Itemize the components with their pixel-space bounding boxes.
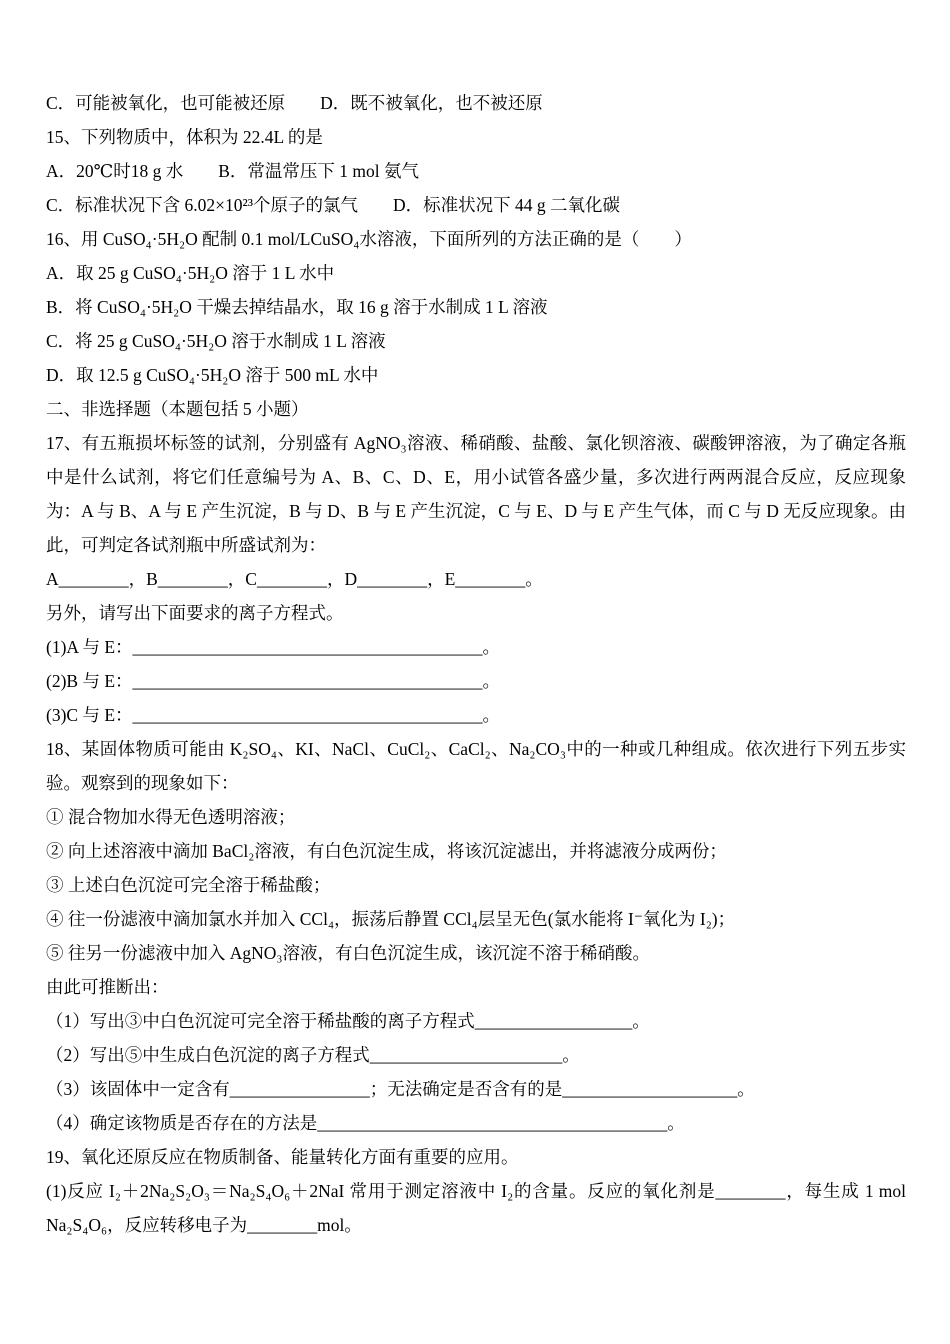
- q19-sub1: (1)反应 I₂＋2Na₂S₂O₃＝Na₂S₄O₆＋2NaI 常用于测定溶液中 I₂的含量。反应的氧化剂是________，每生成 1 mol Na₂S₄O₆，反应转移电子为________mol。: [46, 1181, 906, 1235]
- q17-prompt: 另外，请写出下面要求的离子方程式。: [46, 603, 344, 623]
- q15-stem: 15、下列物质中，体积为 22.4L 的是: [46, 127, 323, 147]
- q17-sub2: (2)B 与 E：________________________________________。: [46, 671, 501, 691]
- q15-options-ab: A．20℃时18 g 水 B．常温常压下 1 mol 氨气: [46, 161, 419, 181]
- q18-observation-2: ② 向上述溶液中滴加 BaCl₂溶液，有白色沉淀生成，将该沉淀滤出，并将滤液分成两份；: [46, 841, 727, 861]
- q14-options-cd: C．可能被氧化，也可能被还原 D．既不被氧化，也不被还原: [46, 93, 543, 113]
- q17-sub3: (3)C 与 E：________________________________________。: [46, 705, 501, 725]
- q18-stem: 18、某固体物质可能由 K₂SO₄、KI、NaCl、CuCl₂、CaCl₂、Na₂CO₃中的一种或几种组成。依次进行下列五步实验。观察到的现象如下：: [46, 739, 906, 793]
- q18-observation-3: ③ 上述白色沉淀可完全溶于稀盐酸；: [46, 875, 331, 895]
- q16-option-a: A．取 25 g CuSO₄·5H₂O 溶于 1 L 水中: [46, 263, 335, 283]
- q18-observation-5: ⑤ 往另一份滤液中加入 AgNO₃溶液，有白色沉淀生成，该沉淀不溶于稀硝酸。: [46, 943, 651, 963]
- q16-option-c: C．将 25 g CuSO₄·5H₂O 溶于水制成 1 L 溶液: [46, 331, 386, 351]
- q16-option-b: B．将 CuSO₄·5H₂O 干燥去掉结晶水，取 16 g 溶于水制成 1 L 溶液: [46, 297, 548, 317]
- section-2-header: 二、非选择题（本题包括 5 小题）: [46, 399, 309, 419]
- q17-stem: 17、有五瓶损坏标签的试剂，分别盛有 AgNO₃溶液、稀硝酸、盐酸、氯化钡溶液、碳酸钾溶液，为了确定各瓶中是什么试剂，将它们任意编号为 A、B、C、D、E，用小试管各盛少量，多次进行两两混合反应，反应现象为：A 与 B、A 与 E 产生沉淀，B 与 D、B 与 E 产生沉淀，C 与 E、D 与 E 产生气体，而 C 与 D 无反应现象。由此，可判定各试剂瓶中所盛试剂为：: [46, 433, 906, 555]
- q15-options-cd: C．标准状况下含 6.02×10²³个原子的氯气 D．标准状况下 44 g 二氧化碳: [46, 195, 621, 215]
- q16-stem: 16、用 CuSO₄·5H₂O 配制 0.1 mol/LCuSO₄水溶液，下面所列的方法正确的是（ ）: [46, 229, 692, 249]
- q18-deduce-prompt: 由此可推断出：: [46, 977, 169, 997]
- q17-sub1: (1)A 与 E：________________________________________。: [46, 637, 501, 657]
- q17-answer-blanks: A________，B________，C________，D________，E________。: [46, 569, 543, 589]
- q18-sub3: （3）该固体中一定含有________________；无法确定是否含有的是____________________。: [46, 1079, 755, 1099]
- q18-sub4: （4）确定该物质是否存在的方法是________________________________________。: [46, 1113, 685, 1133]
- q18-observation-4: ④ 往一份滤液中滴加氯水并加入 CCl₄，振荡后静置 CCl₄层呈无色(氯水能将 I⁻氧化为 I₂)；: [46, 909, 736, 929]
- q18-sub2: （2）写出⑤中生成白色沉淀的离子方程式______________________。: [46, 1045, 580, 1065]
- q18-sub1: （1）写出③中白色沉淀可完全溶于稀盐酸的离子方程式__________________。: [46, 1011, 650, 1031]
- q16-option-d: D．取 12.5 g CuSO₄·5H₂O 溶于 500 mL 水中: [46, 365, 379, 385]
- q19-stem: 19、氧化还原反应在物质制备、能量转化方面有重要的应用。: [46, 1147, 519, 1167]
- q18-observation-1: ① 混合物加水得无色透明溶液；: [46, 807, 296, 827]
